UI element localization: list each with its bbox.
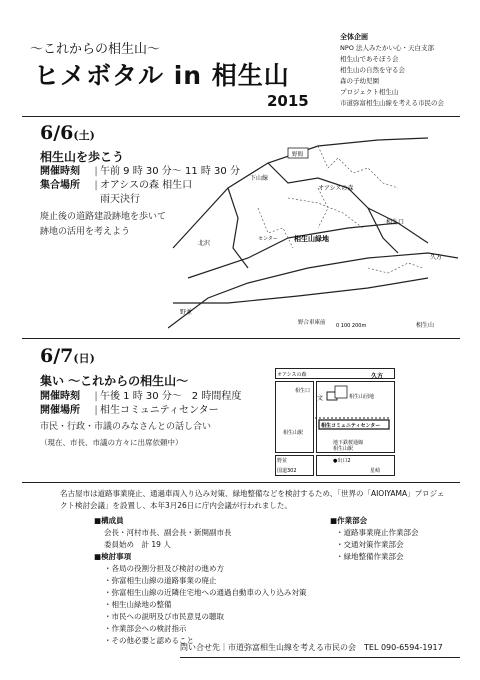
map-label: 相生口: [295, 388, 311, 394]
time-value: 午前 9 時 30 分〜 11 時 30 分: [100, 166, 240, 177]
org-item: NPO 法人みたかい心・天白支部: [340, 44, 434, 52]
map-label: 星崎: [370, 468, 381, 474]
workgroup-item: ・交通対策作業部会: [336, 540, 404, 549]
event2-dow: (日): [73, 352, 95, 365]
page-title: ヒメボタル in 相生山: [34, 61, 290, 90]
map-label: 野並: [277, 458, 288, 464]
event1-title: 相生山を歩こう: [40, 150, 125, 164]
map-label: 北沢: [198, 240, 211, 247]
members-block: [94, 515, 307, 647]
event1-info: 開催時刻 | 午前 9 時 30 分〜 11 時 30 分 集合場所 | オアシスの森 相生口 雨天決行: [40, 166, 240, 205]
map-label: 久方: [430, 254, 443, 261]
topic-item: ・各局の役割分担及び検討の進め方: [104, 564, 224, 573]
subtitle: 〜これからの相生山〜: [30, 42, 161, 57]
map-label: 相生口: [386, 219, 405, 226]
place-note: 雨天決行: [100, 194, 140, 205]
time-label: 開催時刻: [40, 166, 80, 177]
workgroups-heading: ■作業部会: [330, 516, 368, 525]
place-label: 集合場所: [40, 180, 80, 191]
divider: [22, 338, 460, 339]
time-label: 開催時刻: [40, 391, 80, 402]
event1-date: [40, 122, 95, 144]
note-line: 市民・行政・市議のみなさんとの話し合い: [40, 422, 212, 432]
topic-item: ・作業部会への検討指示: [104, 624, 187, 633]
intro-text: 名古屋市は道路事業廃止、通過車両入り込み対策、緑地整備などを検討するため、「世界の「AIOIYAMA」プロジェクト検討会議」を設置し、本年3月26日に庁内会議が行われました。: [60, 489, 445, 510]
topic-item: ・弥富相生山線の近隣住宅地への通過自動車の入り込み対策: [104, 588, 307, 597]
map-label: オアシスの森: [318, 185, 354, 192]
topic-item: ・その他必要と認めること: [104, 636, 194, 645]
map-label: 国道302: [277, 468, 297, 474]
divider: [180, 657, 460, 658]
map-scale: 0 100 200m: [336, 323, 367, 329]
divider: [22, 482, 460, 483]
map-label: 相生山駅: [333, 446, 354, 452]
map-label: 相生山: [416, 322, 435, 329]
map-label: 下山線: [250, 175, 269, 182]
map-label: 野合車庫前: [298, 320, 326, 326]
note-line: 跡地の活用を考えよう: [40, 227, 131, 237]
topic-item: ・市民への説明及び市民意見の聴取: [104, 612, 224, 621]
map-label: 相生山団地: [349, 394, 375, 400]
event1-dow: (土): [73, 129, 95, 142]
members-heading: ■構成員: [94, 516, 124, 525]
contact-footer: 問い合せ先｜市道弥富相生山線を考える市民の会 TEL 090-6594-1917: [180, 643, 443, 652]
topic-item: ・相生山緑地の整備: [104, 600, 172, 609]
year-label: 2015: [267, 92, 309, 110]
topic-item: ・弥富相生山線の道路事業の廃止: [104, 576, 217, 585]
note-line: 廃止後の道路建設跡地を歩いて: [40, 212, 167, 222]
event2-date-text: 6/7: [40, 345, 74, 367]
time-value: 午後 1 時 30 分〜 2 時間程度: [100, 391, 242, 402]
event2-note: [40, 420, 211, 451]
place-value: オアシスの森 相生口: [100, 180, 193, 191]
topics-heading: ■検討事項: [94, 552, 132, 561]
map-label: 野間: [292, 152, 304, 158]
access-map: [275, 368, 395, 476]
map-label: 地下鉄桜通線: [333, 440, 364, 446]
area-map: [168, 128, 460, 334]
map-label: センター: [258, 236, 278, 242]
org-item: 相生山の自然を守る会: [340, 66, 405, 74]
workgroup-item: ・道路事業廃止作業部会: [336, 528, 419, 537]
event1-note: [40, 210, 166, 240]
organizers-list: [340, 32, 444, 109]
map-label: 久方: [371, 373, 384, 380]
workgroup-item: ・緑地整備作業部会: [336, 552, 404, 561]
org-item: 森の子幼児園: [340, 77, 379, 85]
map-label: 相生コミュニティセンター: [321, 423, 381, 429]
map-label: 相生山緑地: [294, 235, 329, 243]
map-label: 野並: [180, 309, 193, 316]
place-value: 相生コミュニティセンター: [100, 405, 219, 416]
event2-info: 開催時刻 | 午後 1 時 30 分〜 2 時間程度 開催場所 | 相生コミュニティセンター: [40, 391, 242, 416]
event1-date-text: 6/6: [40, 122, 74, 144]
event2-date: [40, 345, 95, 367]
members-line: 会長・河村市長、副会長・新開副市長: [104, 528, 232, 537]
org-item: 市道弥富相生山線を考える市民の会: [340, 99, 444, 107]
org-item: プロジェクト相生山: [340, 88, 399, 96]
event2-title: 集い 〜これからの相生山〜: [40, 374, 189, 388]
map-label: ●出口2: [333, 458, 351, 464]
note-small: （現在、市長、市議の方々に出席依頼中）: [40, 438, 183, 447]
map-label: 文: [317, 395, 324, 402]
org-item: 相生山であそぼう会: [340, 55, 399, 63]
place-label: 開催場所: [40, 405, 80, 416]
divider: [22, 116, 460, 117]
map-label: オアシスの森: [277, 372, 307, 378]
map-label: 相生山駅: [283, 430, 304, 436]
workgroups-block: [330, 515, 419, 563]
organizers-heading: 全体企画: [340, 33, 368, 41]
members-line: 委員始め 計 19 人: [104, 540, 171, 549]
